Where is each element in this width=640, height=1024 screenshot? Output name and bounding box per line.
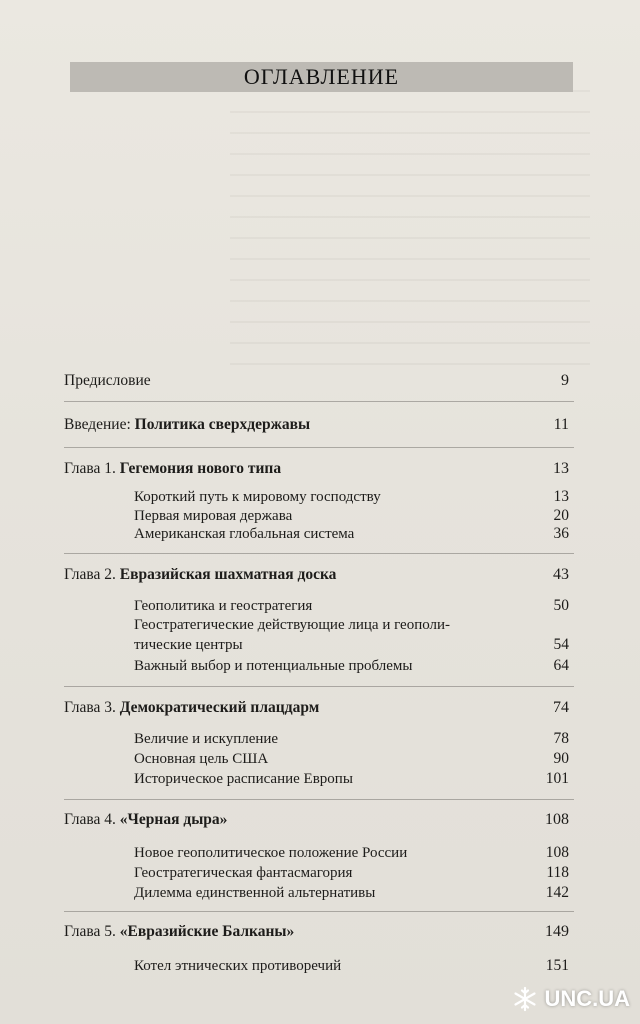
watermark xyxy=(512,986,630,1012)
toc-header-band xyxy=(70,62,573,92)
section-label: Новое геополитическое положение России xyxy=(134,845,408,861)
section-label: Американская глобальная система xyxy=(134,526,355,542)
chapter-prefix: Глава 5. xyxy=(64,923,120,940)
section-label-continued: тические центры xyxy=(134,637,243,653)
toc-row-chapter-1 xyxy=(0,458,640,480)
chapter-page: 108 xyxy=(545,811,569,828)
chapter-prefix: Глава 2. xyxy=(64,566,120,583)
toc-subrow xyxy=(0,634,640,656)
chapter-page: 149 xyxy=(545,923,569,940)
chapter-page: 74 xyxy=(553,699,569,716)
chapter-name: «Черная дыра» xyxy=(119,811,228,828)
toc-subrow xyxy=(0,748,640,770)
section-page: 20 xyxy=(553,507,569,524)
section-label: Котел этнических противоречий xyxy=(134,958,342,974)
section-page: 54 xyxy=(553,636,569,653)
toc-subrow xyxy=(0,523,640,545)
toc-row-chapter-5 xyxy=(0,921,640,943)
preface-label: Предисловие xyxy=(64,372,151,389)
divider xyxy=(64,911,574,912)
chapter-name: Демократический плацдарм xyxy=(119,699,320,716)
toc-row-chapter-4 xyxy=(0,809,640,831)
chapter-name: Евразийская шахматная доска xyxy=(119,566,337,583)
toc-row-preface xyxy=(0,370,640,392)
toc-subrow xyxy=(0,768,640,790)
intro-prefix: Введение: xyxy=(64,416,135,433)
section-label: Величие и искупление xyxy=(134,731,279,747)
section-page: 108 xyxy=(545,844,569,861)
toc-subrow xyxy=(0,842,640,864)
toc-title: ОГЛАВЛЕНИЕ xyxy=(243,64,400,89)
divider xyxy=(64,447,574,448)
chapter-prefix: Глава 3. xyxy=(64,699,120,716)
section-label: Геостратегическая фантасмагория xyxy=(134,865,353,881)
intro-page: 11 xyxy=(553,416,569,433)
chapter-name: Гегемония нового типа xyxy=(119,460,282,477)
toc-subrow xyxy=(0,614,640,636)
section-label: Короткий путь к мировому господству xyxy=(134,489,381,505)
bleed-through-text xyxy=(230,90,590,370)
divider xyxy=(64,686,574,687)
snowflake-icon xyxy=(512,986,538,1012)
section-label: Дилемма единственной альтернативы xyxy=(134,885,376,901)
chapter-prefix: Глава 4. xyxy=(64,811,120,828)
chapter-prefix: Глава 1. xyxy=(64,460,120,477)
section-page: 78 xyxy=(553,730,569,747)
section-page: 90 xyxy=(553,750,569,767)
intro-name: Политика сверхдержавы xyxy=(134,416,311,433)
section-page: 151 xyxy=(545,957,569,974)
watermark-text: UNC.UA xyxy=(544,986,630,1011)
toc-row-chapter-2 xyxy=(0,564,640,586)
toc-subrow xyxy=(0,862,640,884)
section-label: Основная цель США xyxy=(134,751,269,767)
preface-page: 9 xyxy=(561,372,569,389)
section-page: 101 xyxy=(545,770,569,787)
divider xyxy=(64,553,574,554)
section-label: Первая мировая держава xyxy=(134,508,293,524)
section-label: Важный выбор и потенциальные проблемы xyxy=(134,658,413,674)
section-page: 64 xyxy=(553,657,569,674)
divider xyxy=(64,799,574,800)
section-label: Геостратегические действующие лица и геополи- xyxy=(134,617,451,633)
section-page: 36 xyxy=(553,525,569,542)
toc-subrow xyxy=(0,955,640,977)
divider xyxy=(64,401,574,402)
section-page: 13 xyxy=(553,488,569,505)
chapter-page: 13 xyxy=(553,460,569,477)
section-page: 142 xyxy=(545,884,569,901)
chapter-page: 43 xyxy=(553,566,569,583)
section-page: 50 xyxy=(553,597,569,614)
toc-subrow xyxy=(0,882,640,904)
toc-row-chapter-3 xyxy=(0,697,640,719)
chapter-name: «Евразийские Балканы» xyxy=(119,923,295,940)
section-label: Геополитика и геостратегия xyxy=(134,598,313,614)
section-page: 118 xyxy=(546,864,569,881)
toc-subrow xyxy=(0,728,640,750)
toc-row-intro xyxy=(0,414,640,436)
section-label: Историческое расписание Европы xyxy=(134,771,353,787)
toc-subrow xyxy=(0,655,640,677)
